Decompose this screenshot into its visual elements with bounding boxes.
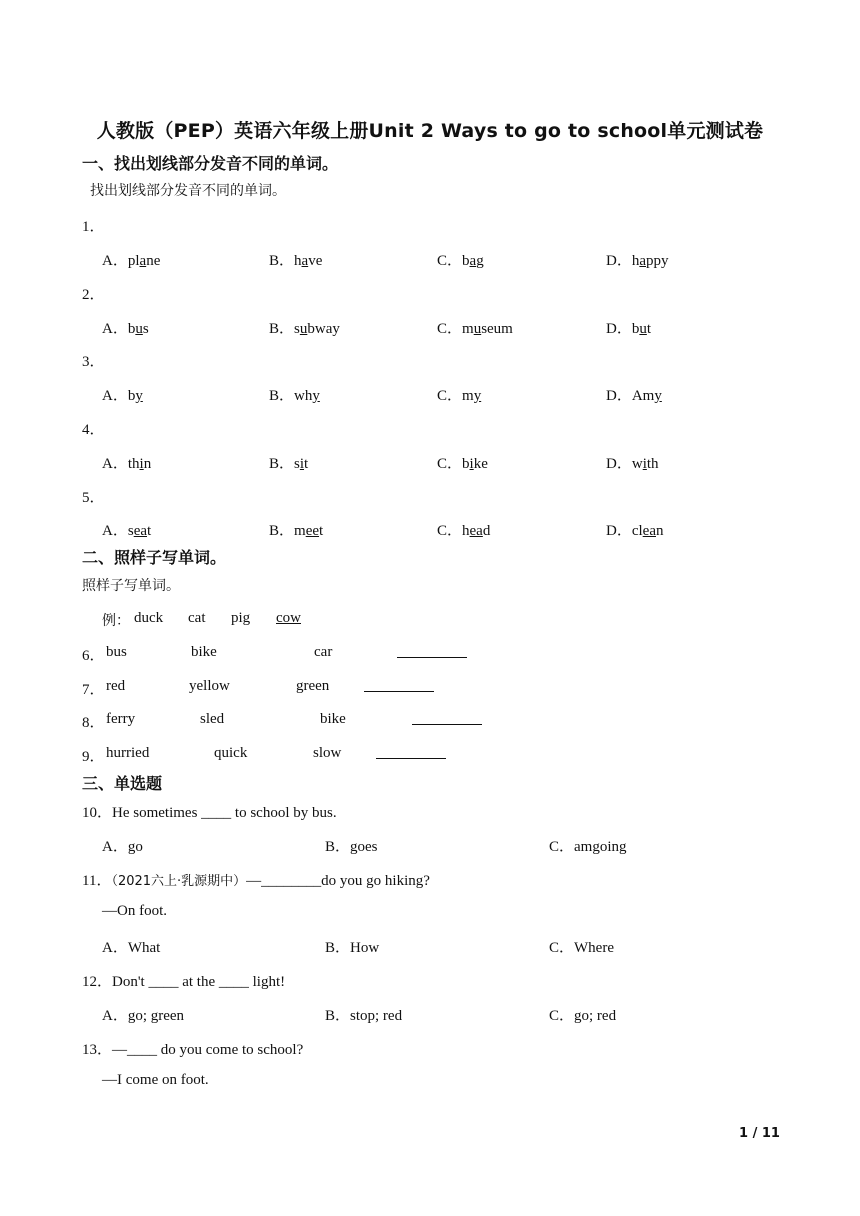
answer-blank[interactable] <box>397 643 467 658</box>
option-c: C．bike <box>437 456 488 472</box>
option-b: B．stop; red <box>325 1008 403 1024</box>
example-word: duck <box>134 610 164 626</box>
question-number: 4． <box>82 422 105 438</box>
item-number: 8． <box>82 715 105 731</box>
option-a: A．What <box>102 940 161 956</box>
word: sled <box>200 711 225 727</box>
option-c: C．head <box>437 523 491 539</box>
page-number: 1 / 11 <box>739 1126 780 1141</box>
option-d: D．happy <box>606 253 669 269</box>
option-a: A．seat <box>102 523 152 539</box>
example-label: 例： <box>102 613 130 629</box>
option-c: C．amgoing <box>549 839 627 855</box>
option-c: C．museum <box>437 321 513 337</box>
word: ferry <box>106 711 136 727</box>
option-b: B．sit <box>269 456 309 472</box>
section-1-heading: 一、找出划线部分发音不同的单词。 <box>82 154 339 173</box>
option-b: B．How <box>325 940 380 956</box>
question-number: 1． <box>82 219 105 235</box>
section-2-instruction: 照样子写单词。 <box>82 578 180 594</box>
word: green <box>296 678 330 694</box>
word: bike <box>320 711 346 727</box>
word: slow <box>313 745 342 761</box>
item-number: 9． <box>82 749 105 765</box>
option-c: C．Where <box>549 940 614 956</box>
question-11-text: 11．（2021六上·乳源期中）—________do you go hiking? <box>82 873 430 889</box>
option-a: A．by <box>102 388 143 404</box>
section-3-heading: 三、单选题 <box>82 774 163 793</box>
example-word: cat <box>188 610 206 626</box>
option-b: B．subway <box>269 321 340 337</box>
option-c: C．go; red <box>549 1008 617 1024</box>
question-12-text: 12．Don't ____ at the ____ light! <box>82 974 286 990</box>
option-d: D．clean <box>606 523 664 539</box>
section-1-instruction: 找出划线部分发音不同的单词。 <box>90 183 286 199</box>
word: bike <box>191 644 217 660</box>
question-13-answer: —I come on foot. <box>102 1072 209 1088</box>
word: car <box>314 644 333 660</box>
question-11-answer: —On foot. <box>102 903 167 919</box>
item-number: 7． <box>82 682 105 698</box>
option-d: D．with <box>606 456 659 472</box>
option-a: A．plane <box>102 253 161 269</box>
option-a: A．thin <box>102 456 152 472</box>
option-b: B．have <box>269 253 323 269</box>
option-b: B．goes <box>325 839 378 855</box>
question-number: 5． <box>82 490 105 506</box>
word: bus <box>106 644 127 660</box>
option-a: A．go; green <box>102 1008 185 1024</box>
word: hurried <box>106 745 150 761</box>
option-b: B．why <box>269 388 320 404</box>
option-c: C．my <box>437 388 482 404</box>
answer-blank[interactable] <box>364 677 434 692</box>
answer-blank[interactable] <box>376 744 446 759</box>
option-c: C．bag <box>437 253 484 269</box>
question-10-text: 10．He sometimes ____ to school by bus. <box>82 805 337 821</box>
section-2-heading: 二、照样子写单词。 <box>82 548 227 567</box>
option-a: A．go <box>102 839 143 855</box>
question-13-text: 13．—____ do you come to school? <box>82 1042 304 1058</box>
option-b: B．meet <box>269 523 324 539</box>
document-title: 人教版（PEP）英语六年级上册Unit 2 Ways to go to school单元测试卷 <box>96 120 764 142</box>
option-a: A．bus <box>102 321 149 337</box>
example-word: pig <box>231 610 251 626</box>
word: yellow <box>189 678 230 694</box>
answer-blank[interactable] <box>412 710 482 725</box>
word: red <box>106 678 126 694</box>
item-number: 6． <box>82 648 105 664</box>
word: quick <box>214 745 248 761</box>
option-d: D．but <box>606 321 652 337</box>
question-number: 3． <box>82 354 105 370</box>
question-number: 2． <box>82 287 105 303</box>
option-d: D．Amy <box>606 388 662 404</box>
example-answer: cow <box>276 610 301 626</box>
